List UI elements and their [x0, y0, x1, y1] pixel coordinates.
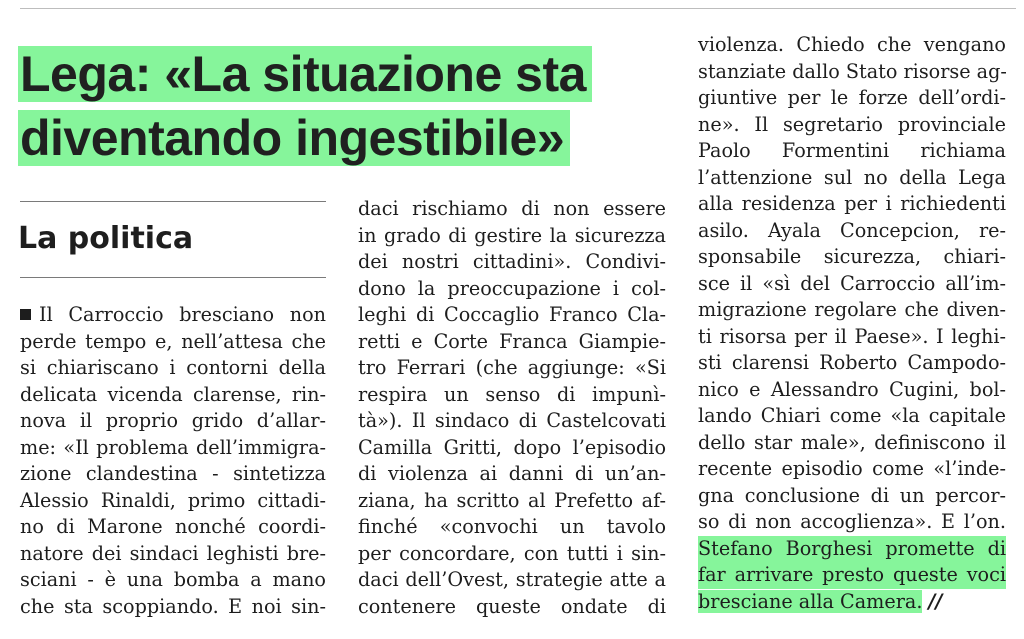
- column-line: leghi di Coccaglio Franco Cla-: [358, 303, 666, 326]
- headline-line-2: diventando ingestibile»: [18, 106, 678, 170]
- highlighted-text: bresciane alla Camera.: [698, 589, 923, 613]
- column-line: alla residenza per i richiedenti: [698, 192, 1006, 215]
- column-line: migrazione regolare che diven-: [698, 298, 1006, 321]
- column-line: ziana, ha scritto al Prefetto af-: [358, 488, 666, 512]
- headline-line-1: Lega: «La situazione sta: [18, 42, 678, 106]
- section-rule-bottom: [20, 277, 326, 278]
- column-line: tà»). Il sindaco di Castelcovati: [358, 409, 666, 432]
- column-line: ne». Il segretario provinciale: [698, 112, 1006, 136]
- column-line: Camilla Gritti, dopo l’episodio: [358, 435, 666, 459]
- column-line: sciani - è una bomba a mano: [20, 568, 326, 591]
- column-line: lando Chiari come «la capitale: [698, 404, 1006, 427]
- column-line: ti risorsa per il Paese». I leghi-: [698, 324, 1006, 348]
- bullet-square-icon: [20, 309, 31, 320]
- column-line: sponsabile sicurezza, chiari-: [698, 245, 1006, 268]
- column-line: di violenza ai danni di un’an-: [358, 462, 666, 485]
- column-line: si chiariscano i contorni della: [20, 356, 326, 379]
- top-rule: [20, 8, 1016, 9]
- column-line: dei nostri cittadini». Condivi-: [358, 250, 666, 273]
- column-line: gna conclusione di un percor-: [698, 483, 1006, 507]
- column-line: so di non accoglienza». E l’on.: [698, 510, 1006, 533]
- column-line: delicata vicenda clarense, rin-: [20, 382, 326, 406]
- column-line: Alessio Rinaldi, primo cittadi-: [20, 488, 326, 512]
- column-line: nova il proprio grido d’allar-: [20, 409, 326, 432]
- column-line: no di Marone nonché coordi-: [20, 515, 326, 538]
- column-line: per concordare, con tutti i sin-: [358, 541, 666, 565]
- article-headline: [18, 42, 678, 170]
- column-line: dono la preoccupazione i col-: [358, 276, 666, 300]
- column-line: respira un senso di impunì-: [358, 382, 666, 406]
- section-label: La politica: [18, 221, 194, 256]
- column-line: asilo. Ayala Concepcion, re-: [698, 218, 1006, 242]
- article-column-1: [20, 302, 326, 620]
- column-line: perde tempo e, nell’attesa che: [20, 329, 326, 353]
- column-line: finché «convochi un tavolo: [358, 515, 666, 538]
- article-column-2: [358, 196, 666, 620]
- column-line: dello star male», definiscono il: [698, 430, 1006, 454]
- column-line: stanziate dallo Stato risorse ag-: [698, 59, 1007, 83]
- section-rule-top: [20, 201, 326, 202]
- column-line: recente episodio come «l’inde-: [698, 457, 1006, 480]
- column-line: Paolo Formentini richiama: [698, 139, 1006, 162]
- end-mark: //: [928, 589, 943, 613]
- column-line: giuntive per le forze dell’ordi-: [698, 86, 1006, 109]
- column-line: daci dell’Ovest, strategie atte a: [358, 568, 666, 591]
- column-line: nico e Alessandro Cugini, bol-: [698, 377, 1006, 401]
- article-column-3: [698, 32, 1006, 615]
- column-line: Il Carroccio bresciano non: [20, 302, 326, 329]
- column-line: sce il «sì del Carroccio all’im-: [698, 271, 1006, 295]
- column-line: tro Ferrari (che aggiunge: «Si: [358, 356, 666, 379]
- column-line: zione clandestina - sintetizza: [20, 462, 326, 485]
- column-line: natore dei sindaci leghisti bre-: [20, 541, 326, 565]
- highlighted-line: Stefano Borghesi promette di: [698, 536, 1006, 563]
- column-line: daci rischiamo di non essere: [358, 197, 666, 220]
- highlighted-line: far arrivare presto queste voci: [698, 562, 1006, 589]
- column-line: in grado di gestire la sicurezza: [358, 223, 666, 247]
- column-line: che sta scoppiando. E noi sin-: [20, 594, 326, 618]
- column-line: retti e Corte Franca Giampie-: [358, 329, 666, 353]
- column-line: me: «Il problema dell’immigra-: [20, 435, 326, 459]
- highlighted-last-line: [698, 589, 1006, 616]
- column-line: sti clarensi Roberto Campodo-: [698, 351, 1006, 374]
- column-line: violenza. Chiedo che vengano: [698, 33, 1006, 56]
- column-line: l’attenzione sul no della Lega: [698, 165, 1006, 189]
- column-line: contenere queste ondate di: [358, 594, 666, 618]
